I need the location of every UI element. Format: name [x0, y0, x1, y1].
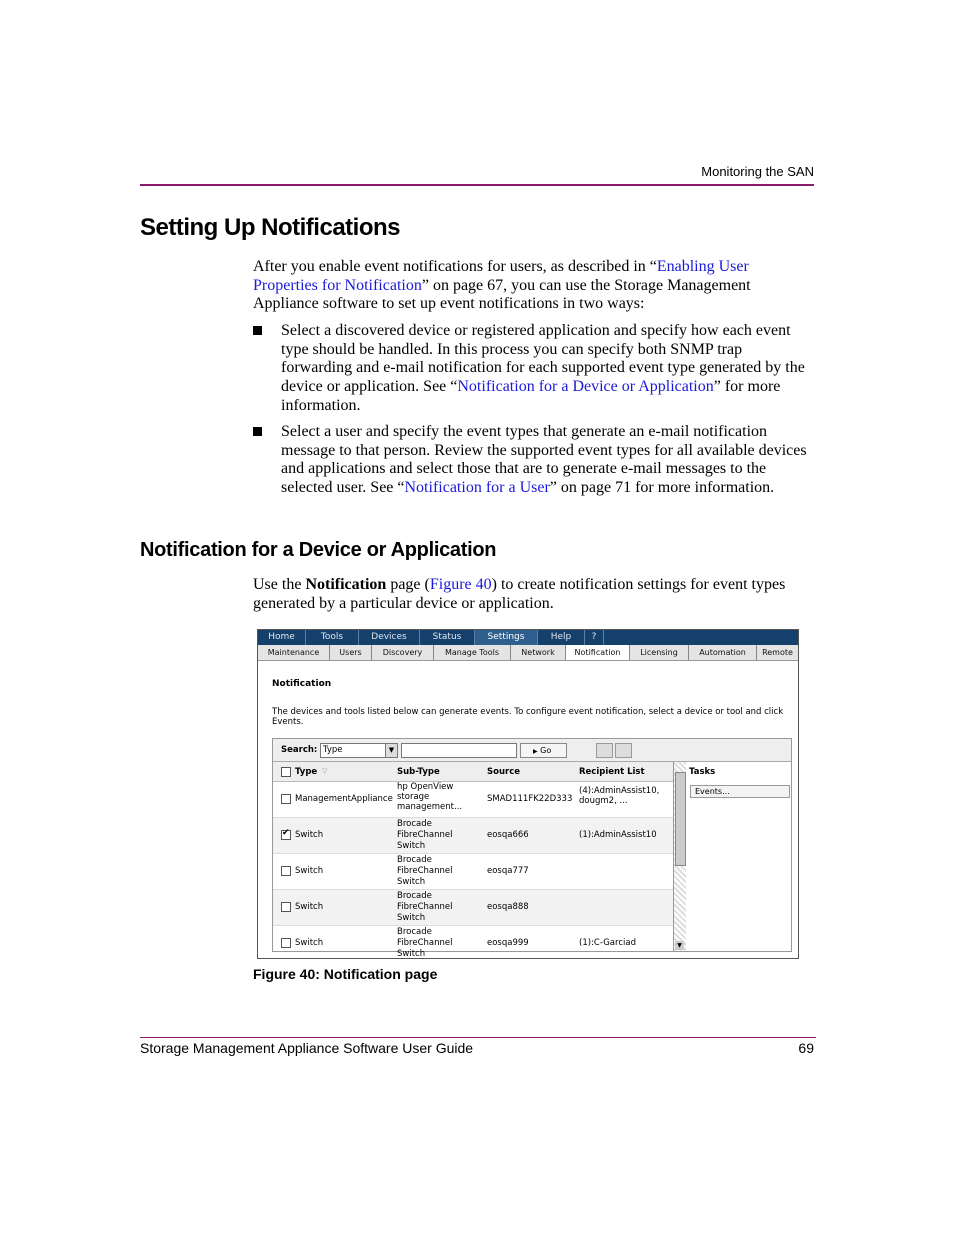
row-recipients: (1):AdminAssist10 [579, 830, 657, 840]
notification-device-link[interactable]: Notification for a Device or Application [457, 378, 714, 396]
subsection-heading: Notification for a Device or Application [140, 539, 497, 561]
tasks-label: Tasks [689, 767, 716, 777]
row-checkbox[interactable] [281, 830, 291, 840]
column-recipient-list[interactable]: Recipient List [579, 767, 645, 777]
column-source[interactable]: Source [487, 767, 521, 777]
footer-rule [140, 1037, 816, 1038]
row-checkbox[interactable] [281, 938, 291, 948]
running-header: Monitoring the SAN [701, 164, 814, 179]
row-type: Switch [295, 902, 324, 912]
column-subtype[interactable]: Sub-Type [397, 767, 440, 777]
intro-paragraph [253, 258, 813, 314]
bullet-item-user [253, 423, 813, 498]
bullet-text: ” for more information. [281, 378, 781, 414]
bullet-text: Select a user and specify the event types that generate an e-mail notification message to that person. Review the supported event types for all available devices and applications and select those that are to generate e-mail messages to the selected user. See “ [281, 423, 807, 497]
nav-devices[interactable]: Devices [359, 630, 420, 645]
page-description: The devices and tools listed below can generate events. To configure event notification, select a device or tool and click Events. [272, 707, 784, 727]
row-type: ManagementAppliance [295, 794, 393, 804]
para-text: ) to create notification settings for event types generated by a particular device or application. [253, 576, 786, 612]
chevron-down-icon: ▼ [385, 744, 397, 757]
go-button[interactable] [520, 743, 567, 758]
search-input[interactable] [401, 743, 517, 758]
table-row[interactable] [273, 782, 673, 818]
row-subtype: Brocade FibreChannel Switch [397, 891, 453, 923]
row-type: Switch [295, 866, 324, 876]
nav-question[interactable]: ? [585, 630, 604, 645]
column-type[interactable]: Type [295, 767, 318, 777]
table-row[interactable] [273, 818, 673, 854]
row-checkbox[interactable] [281, 902, 291, 912]
page-title: Notification [272, 679, 332, 689]
tab-network[interactable]: Network [511, 645, 566, 660]
intro-text-pre: After you enable event notifications for users, as described in “ [253, 258, 657, 275]
nav-help[interactable]: Help [538, 630, 585, 645]
table-row[interactable] [273, 890, 673, 926]
play-icon: ▶ [533, 748, 538, 755]
search-type-value: Type [323, 745, 343, 755]
figure-40-link[interactable]: Figure 40 [429, 576, 492, 593]
para-text: Use the [253, 576, 306, 593]
row-type: Switch [295, 830, 324, 840]
row-subtype: Brocade FibreChannel Switch [397, 927, 453, 959]
tab-manage-tools[interactable]: Manage Tools [434, 645, 511, 660]
device-table [272, 738, 792, 959]
events-button[interactable]: Events... [690, 785, 790, 798]
nav-settings[interactable]: Settings [475, 630, 538, 645]
table-row[interactable] [273, 854, 673, 890]
tasks-panel [686, 762, 791, 951]
nav-tools[interactable]: Tools [306, 630, 359, 645]
row-subtype: Brocade FibreChannel Switch [397, 855, 453, 887]
row-recipients: (1):C-Garciad [579, 938, 636, 948]
search-toolbar [273, 739, 791, 762]
bullet-text: Select a discovered device or registered application and specify how each event type should be handled. In this process you can specify both SNMP trap forwarding and e-mail notification for each supported event type generated by the device or application. See “ [281, 322, 805, 396]
bullet-item-device [253, 322, 813, 416]
tab-remote[interactable]: Remote [762, 648, 793, 657]
tab-discovery[interactable]: Discovery [372, 645, 434, 660]
bullet-square-icon [253, 427, 262, 436]
go-label: Go [540, 746, 552, 755]
tab-maintenance[interactable]: Maintenance [258, 645, 330, 660]
notification-screenshot [257, 629, 799, 959]
nav-status[interactable]: Status [420, 630, 475, 645]
footer-title: Storage Management Appliance Software User Guide [140, 1040, 474, 1056]
row-checkbox[interactable] [281, 866, 291, 876]
figure-intro-paragraph [253, 576, 813, 613]
table-row[interactable] [273, 926, 673, 959]
row-source: eosqa777 [487, 866, 529, 876]
section-heading: Setting Up Notifications [140, 214, 400, 241]
notification-user-link[interactable]: Notification for a User [404, 479, 550, 497]
row-source: SMAD111FK22D333 [487, 794, 573, 804]
tab-licensing[interactable]: Licensing [630, 645, 689, 660]
row-type: Switch [295, 938, 324, 948]
tab-notification[interactable]: Notification [566, 645, 630, 660]
intro-text-post: ” on page 67, you can use the Storage Management Appliance software to set up event notifications in two ways: [253, 276, 751, 313]
move-left-button[interactable] [596, 743, 613, 758]
row-checkbox[interactable] [281, 794, 291, 804]
search-label: Search: [281, 745, 318, 755]
figure-caption: Figure 40: Notification page [253, 966, 438, 982]
row-source: eosqa888 [487, 902, 529, 912]
move-right-button[interactable] [615, 743, 632, 758]
select-all-checkbox[interactable] [281, 767, 291, 777]
row-source: eosqa666 [487, 830, 529, 840]
row-subtype: hp OpenView storage management... [397, 782, 463, 812]
table-scrollbar[interactable] [673, 762, 686, 951]
para-text: page ( [386, 576, 430, 593]
bullet-square-icon [253, 326, 262, 335]
notification-bold: Notification [305, 576, 387, 593]
enabling-user-properties-link[interactable]: Enabling User Properties for Notification [253, 258, 749, 294]
bullet-text: ” on page 71 for more information. [549, 479, 775, 497]
table-header [273, 762, 673, 782]
scrollbar-thumb[interactable] [675, 772, 686, 866]
tab-users[interactable]: Users [330, 645, 372, 660]
header-rule [140, 184, 814, 186]
row-recipients: (4):AdminAssist10, dougm2, ... [579, 786, 660, 806]
tab-automation[interactable]: Automation [689, 645, 757, 660]
row-subtype: Brocade FibreChannel Switch [397, 819, 453, 851]
sort-desc-icon: ▽ [322, 767, 328, 775]
secondary-nav [258, 645, 798, 661]
scroll-down-icon[interactable]: ▼ [675, 941, 684, 950]
row-source: eosqa999 [487, 938, 529, 948]
primary-nav [258, 630, 798, 645]
nav-home[interactable]: Home [258, 630, 306, 645]
page-number: 69 [798, 1040, 814, 1056]
search-type-select[interactable] [320, 743, 398, 758]
